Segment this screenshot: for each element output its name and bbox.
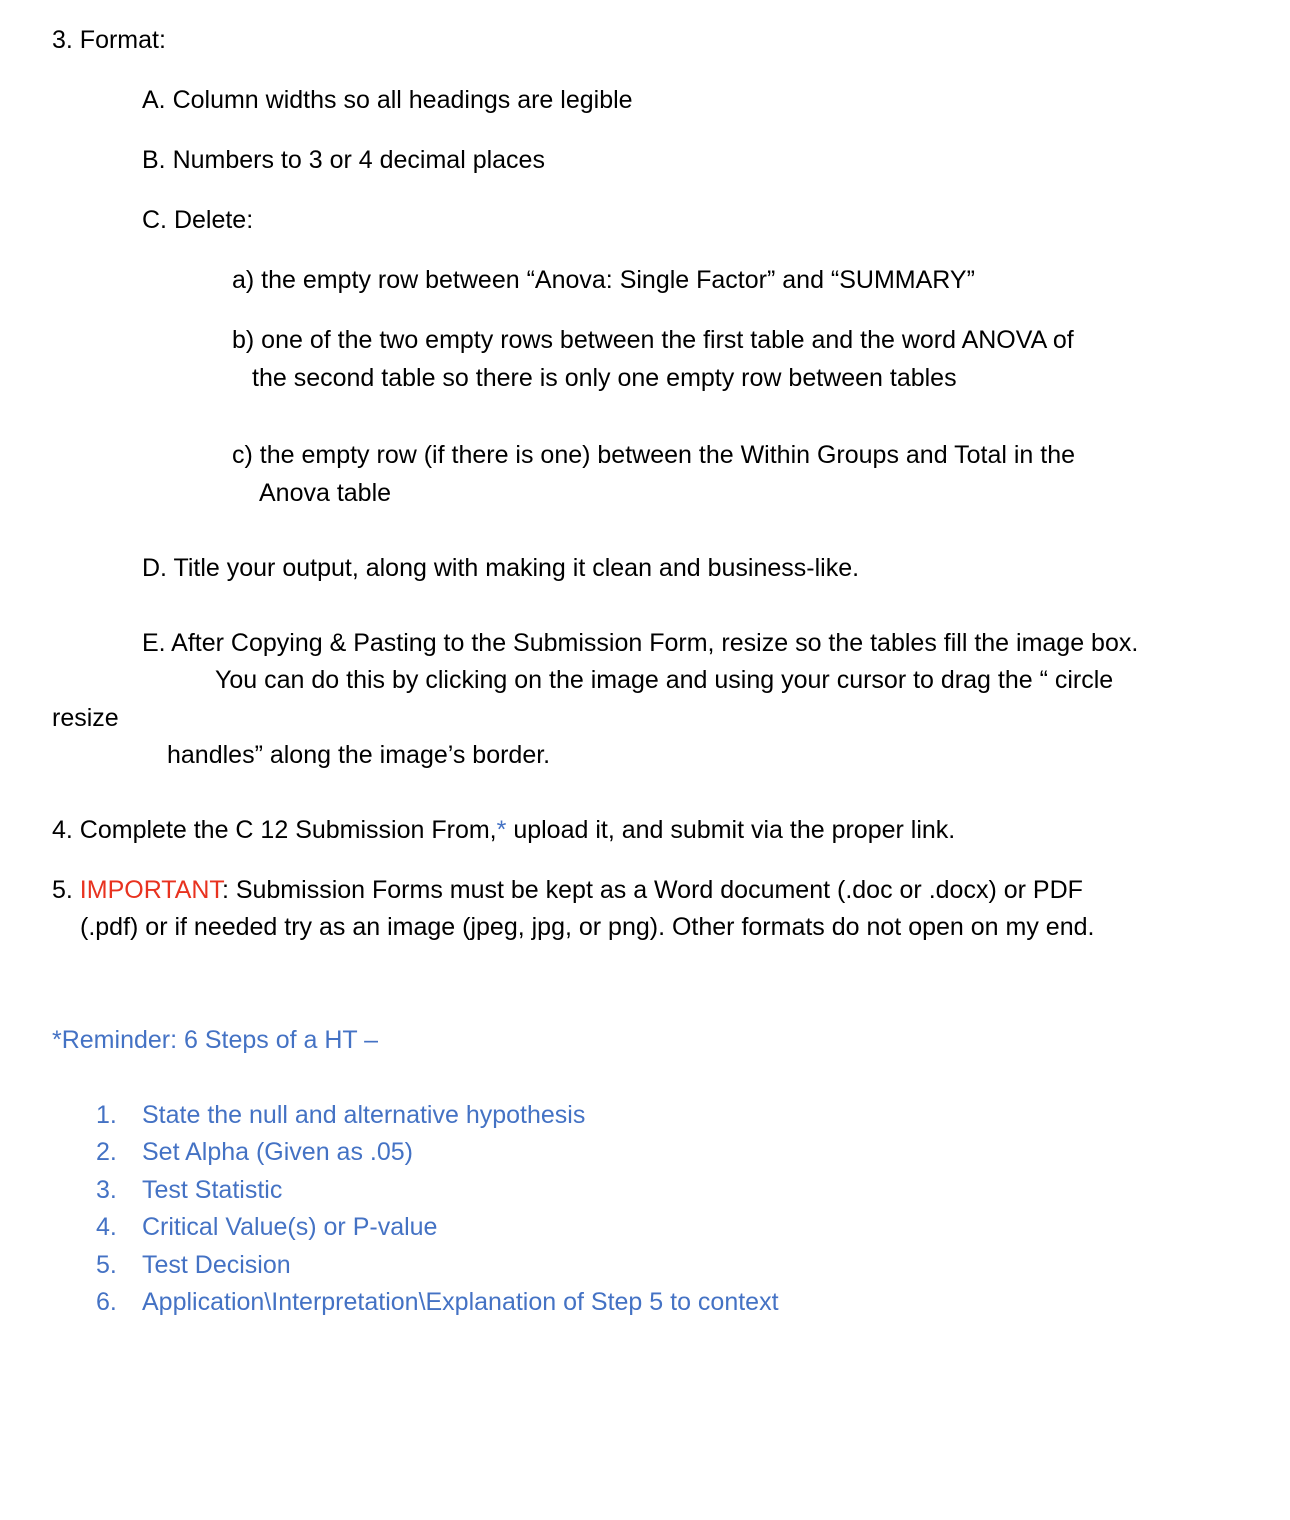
step-1-number: 1. <box>96 1101 117 1129</box>
step-3-number: 3. <box>96 1176 117 1204</box>
reminder-heading: *Reminder: 6 Steps of a HT – <box>52 1026 379 1054</box>
step-4-number: 4. <box>96 1213 117 1241</box>
item-d: D. Title your output, along with making it clean and business-like. <box>142 554 860 582</box>
step-2-number: 2. <box>96 1138 117 1166</box>
item-c-b-line2: the second table so there is only one empty row between tables <box>252 364 957 392</box>
section-4-text: 4. Complete the C 12 Submission From, <box>52 816 497 844</box>
item-e-line1: E. After Copying & Pasting to the Submission Form, resize so the tables fill the image box. <box>142 629 1139 657</box>
section-4-text-end: upload it, and submit via the proper link. <box>506 816 956 844</box>
section-4-asterisk: * <box>496 816 507 844</box>
section-5-line2: (.pdf) or if needed try as an image (jpeg, jpg, or png). Other formats do not open on my end. <box>80 913 1095 941</box>
step-5-number: 5. <box>96 1251 117 1279</box>
step-3-text: Test Statistic <box>142 1176 283 1204</box>
step-6-text: Application\Interpretation\Explanation of Step 5 to context <box>142 1288 779 1316</box>
step-6-number: 6. <box>96 1288 117 1316</box>
section-5-text: : Submission Forms must be kept as a Word document (.doc or .docx) or PDF <box>221 876 1083 904</box>
item-c-c-line2: Anova table <box>259 479 392 507</box>
section-4 <box>52 814 955 846</box>
item-e-line4: handles” along the image’s border. <box>167 741 551 769</box>
item-c: C. Delete: <box>142 206 254 234</box>
item-c-b-line1: b) one of the two empty rows between the first table and the word ANOVA of <box>232 326 1074 354</box>
item-c-a: a) the empty row between “Anova: Single Factor” and “SUMMARY” <box>232 266 975 294</box>
section-5-line1 <box>52 874 1083 906</box>
item-c-c-line1: c) the empty row (if there is one) between the Within Groups and Total in the <box>232 441 1076 469</box>
item-b: B. Numbers to 3 or 4 decimal places <box>142 146 545 174</box>
important-label: IMPORTANT <box>79 876 222 904</box>
section-3-heading: 3. Format: <box>52 26 166 54</box>
step-4-text: Critical Value(s) or P-value <box>142 1213 438 1241</box>
step-2-text: Set Alpha (Given as .05) <box>142 1138 413 1166</box>
step-1-text: State the null and alternative hypothesis <box>142 1101 586 1129</box>
step-5-text: Test Decision <box>142 1251 291 1279</box>
item-e-line2: You can do this by clicking on the image and using your cursor to drag the “ circle <box>215 666 1114 694</box>
item-a: A. Column widths so all headings are legible <box>142 86 633 114</box>
section-5-number: 5. <box>52 876 80 904</box>
item-e-line3: resize <box>52 704 119 732</box>
